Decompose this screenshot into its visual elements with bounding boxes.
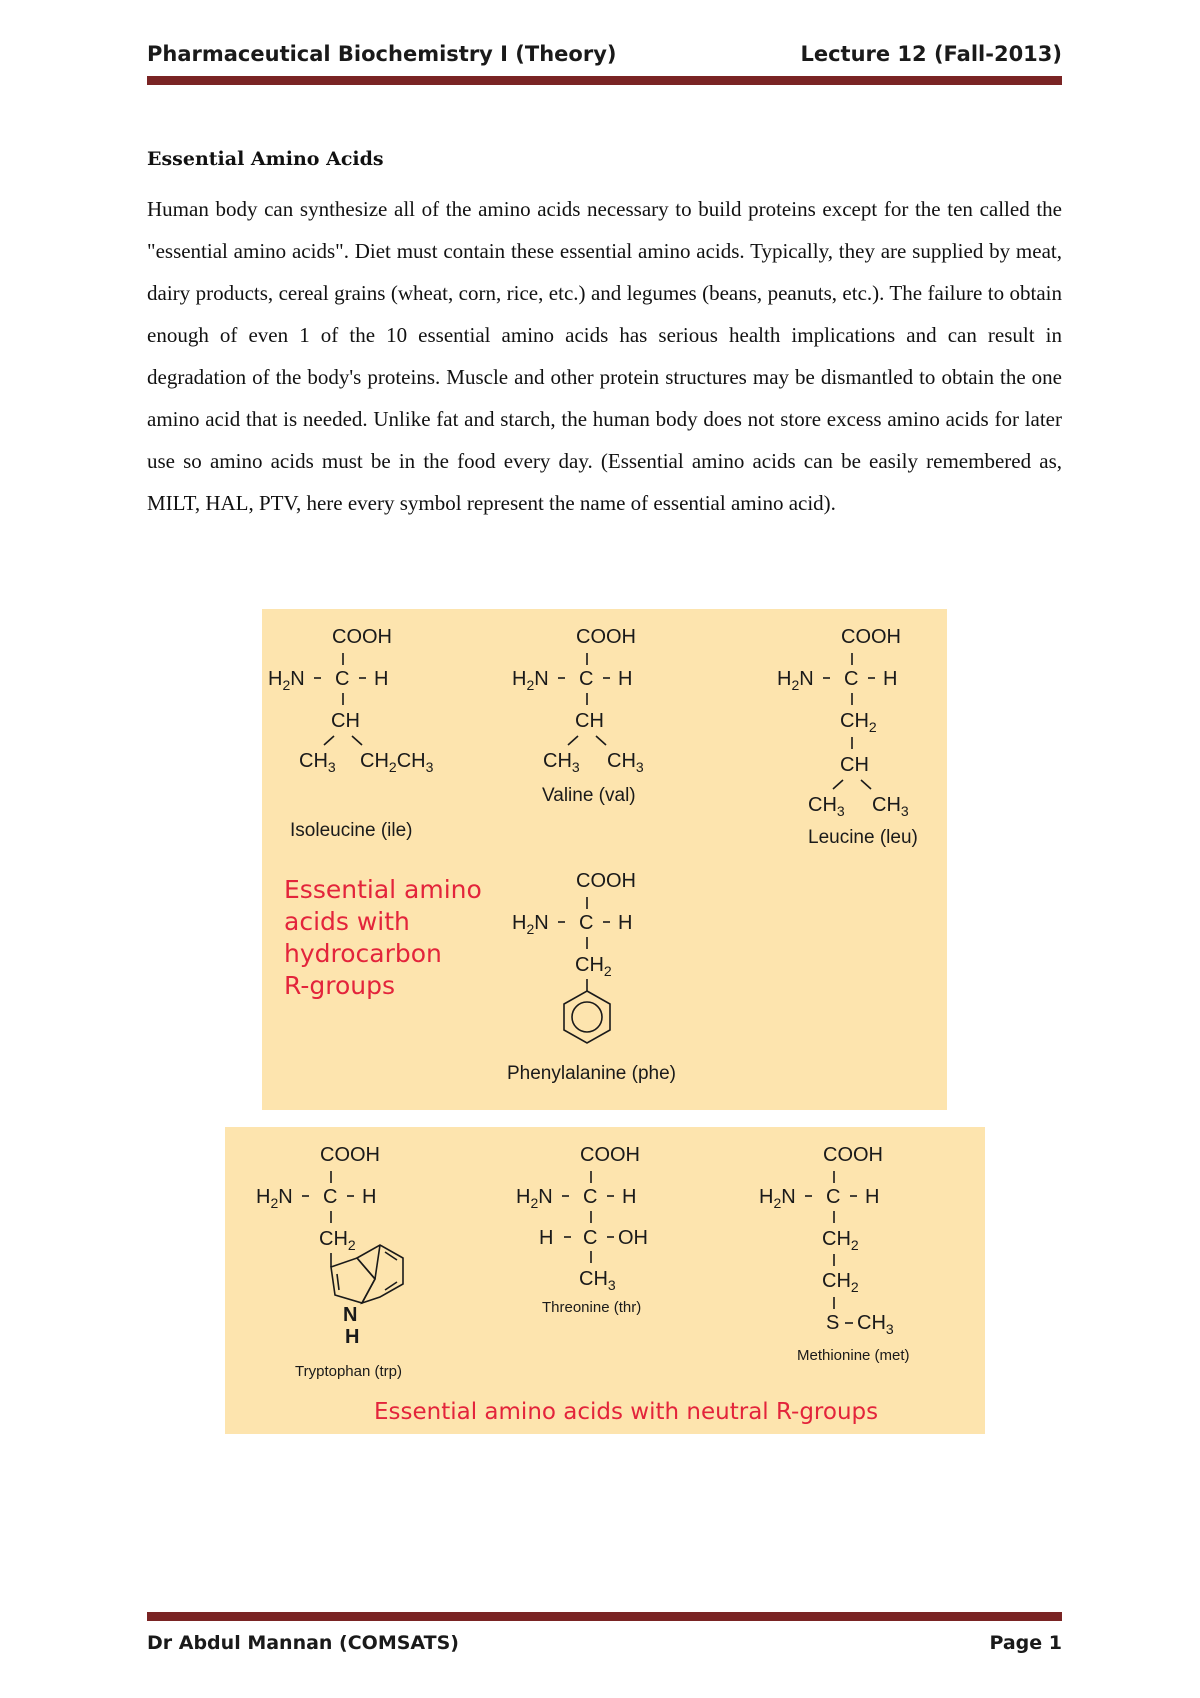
leu-h2n: $H_2N$ [777, 668, 814, 693]
val-h: H [618, 668, 633, 690]
thr-h2n: $H_2N$ [516, 1186, 553, 1211]
phe-h2n: $H_2N$ [512, 912, 549, 937]
phe-label: Phenylalanine (phe) [507, 1063, 677, 1084]
thr-h2: H [539, 1227, 554, 1249]
thr-cooh: COOH [580, 1144, 640, 1166]
trp-label: Tryptophan (trp) [295, 1363, 402, 1380]
ile-h2n: $H_2N$ [268, 668, 305, 693]
leu-c: C [844, 668, 859, 690]
leu-ch: CH [840, 754, 869, 776]
figure1-caption-line-1: Essential amino [284, 875, 482, 904]
met-ch3: $CH_3$ [857, 1312, 894, 1337]
phe-c: C [579, 912, 594, 934]
val-label: Valine (val) [542, 785, 636, 806]
ile-ch3: $CH_3$ [299, 750, 336, 775]
leu-ch2: $CH_2$ [840, 710, 877, 735]
val-ch3-b: $CH_3$ [607, 750, 644, 775]
val-ch: CH [575, 710, 604, 732]
ile-cooh: COOH [332, 626, 392, 648]
trp-cooh: COOH [320, 1144, 380, 1166]
thr-ch3: $CH_3$ [579, 1268, 616, 1293]
leu-ch3-b: $CH_3$ [872, 794, 909, 819]
thr-label: Threonine (thr) [542, 1299, 642, 1316]
phe-h: H [618, 912, 633, 934]
thr-oh: OH [618, 1227, 648, 1249]
trp-h: H [362, 1186, 377, 1208]
phe-cooh: COOH [576, 870, 636, 892]
ile-c: C [335, 668, 350, 690]
val-h2n: $H_2N$ [512, 668, 549, 693]
header-lecture-label: Lecture 12 (Fall-2013) [800, 42, 1062, 66]
phe-ch2: $CH_2$ [575, 954, 612, 979]
header-rule [147, 76, 1062, 85]
val-c: C [579, 668, 594, 690]
ile-ch2ch3: $CH_2CH_3$ [360, 750, 434, 775]
trp-h2n: $H_2N$ [256, 1186, 293, 1211]
leu-ch3-a: $CH_3$ [808, 794, 845, 819]
ile-ch: CH [331, 710, 360, 732]
section-title: Essential Amino Acids [147, 148, 384, 170]
footer-author: Dr Abdul Mannan (COMSATS) [147, 1632, 459, 1654]
leu-h: H [883, 668, 898, 690]
thr-c1: C [583, 1186, 598, 1208]
leu-label: Leucine (leu) [808, 827, 918, 848]
met-ch2-b: $CH_2$ [822, 1270, 859, 1295]
trp-c: C [323, 1186, 338, 1208]
figure1-caption-line-4: R-groups [284, 971, 396, 1000]
met-h2n: $H_2N$ [759, 1186, 796, 1211]
figure-hydrocarbon-r-groups [262, 609, 947, 1110]
val-ch3-a: $CH_3$ [543, 750, 580, 775]
trp-nh: H [345, 1326, 360, 1348]
leu-cooh: COOH [841, 626, 901, 648]
met-c: C [826, 1186, 841, 1208]
trp-n: N [343, 1304, 358, 1326]
figure2-caption: Essential amino acids with neutral R-groups [374, 1399, 879, 1425]
section-paragraph: Human body can synthesize all of the amino acids necessary to build proteins except for the ten called the "essential amino acids". Diet must contain these essential amino acids. Typically, they are supplied by meat, dairy products, cereal grains (wheat, corn, rice, etc.) and legumes (beans, peanuts, etc.). The failure to obtain enough of even 1 of the 10 essential amino acids has serious health implications and can result in degradation of the body's proteins. Muscle and other protein structures may be dismantled to obtain the one amino acid that is needed. Unlike fat and starch, the human body does not store excess amino acids for later use so amino acids must be in the food every day. (Essential amino acids can be easily remembered as, MILT, HAL, PTV, here every symbol represent the name of essential amino acid). [147, 197, 1062, 515]
ile-label: Isoleucine (ile) [290, 820, 413, 841]
val-cooh: COOH [576, 626, 636, 648]
figure-neutral-r-groups [225, 1127, 985, 1434]
trp-ch2: $CH_2$ [319, 1228, 356, 1253]
met-label: Methionine (met) [797, 1347, 910, 1364]
met-s: S [826, 1312, 840, 1334]
footer-rule [147, 1612, 1062, 1621]
thr-c2: C [583, 1227, 598, 1249]
figure1-caption [284, 874, 482, 1002]
met-cooh: COOH [823, 1144, 883, 1166]
header-course-title: Pharmaceutical Biochemistry I (Theory) [147, 42, 617, 66]
ile-h: H [374, 668, 389, 690]
figure1-caption-line-2: acids with [284, 907, 410, 936]
thr-h1: H [622, 1186, 637, 1208]
figure1-caption-line-3: hydrocarbon [284, 939, 442, 968]
footer-page-number: Page 1 [989, 1632, 1062, 1654]
met-ch2-a: $CH_2$ [822, 1228, 859, 1253]
met-h: H [865, 1186, 880, 1208]
